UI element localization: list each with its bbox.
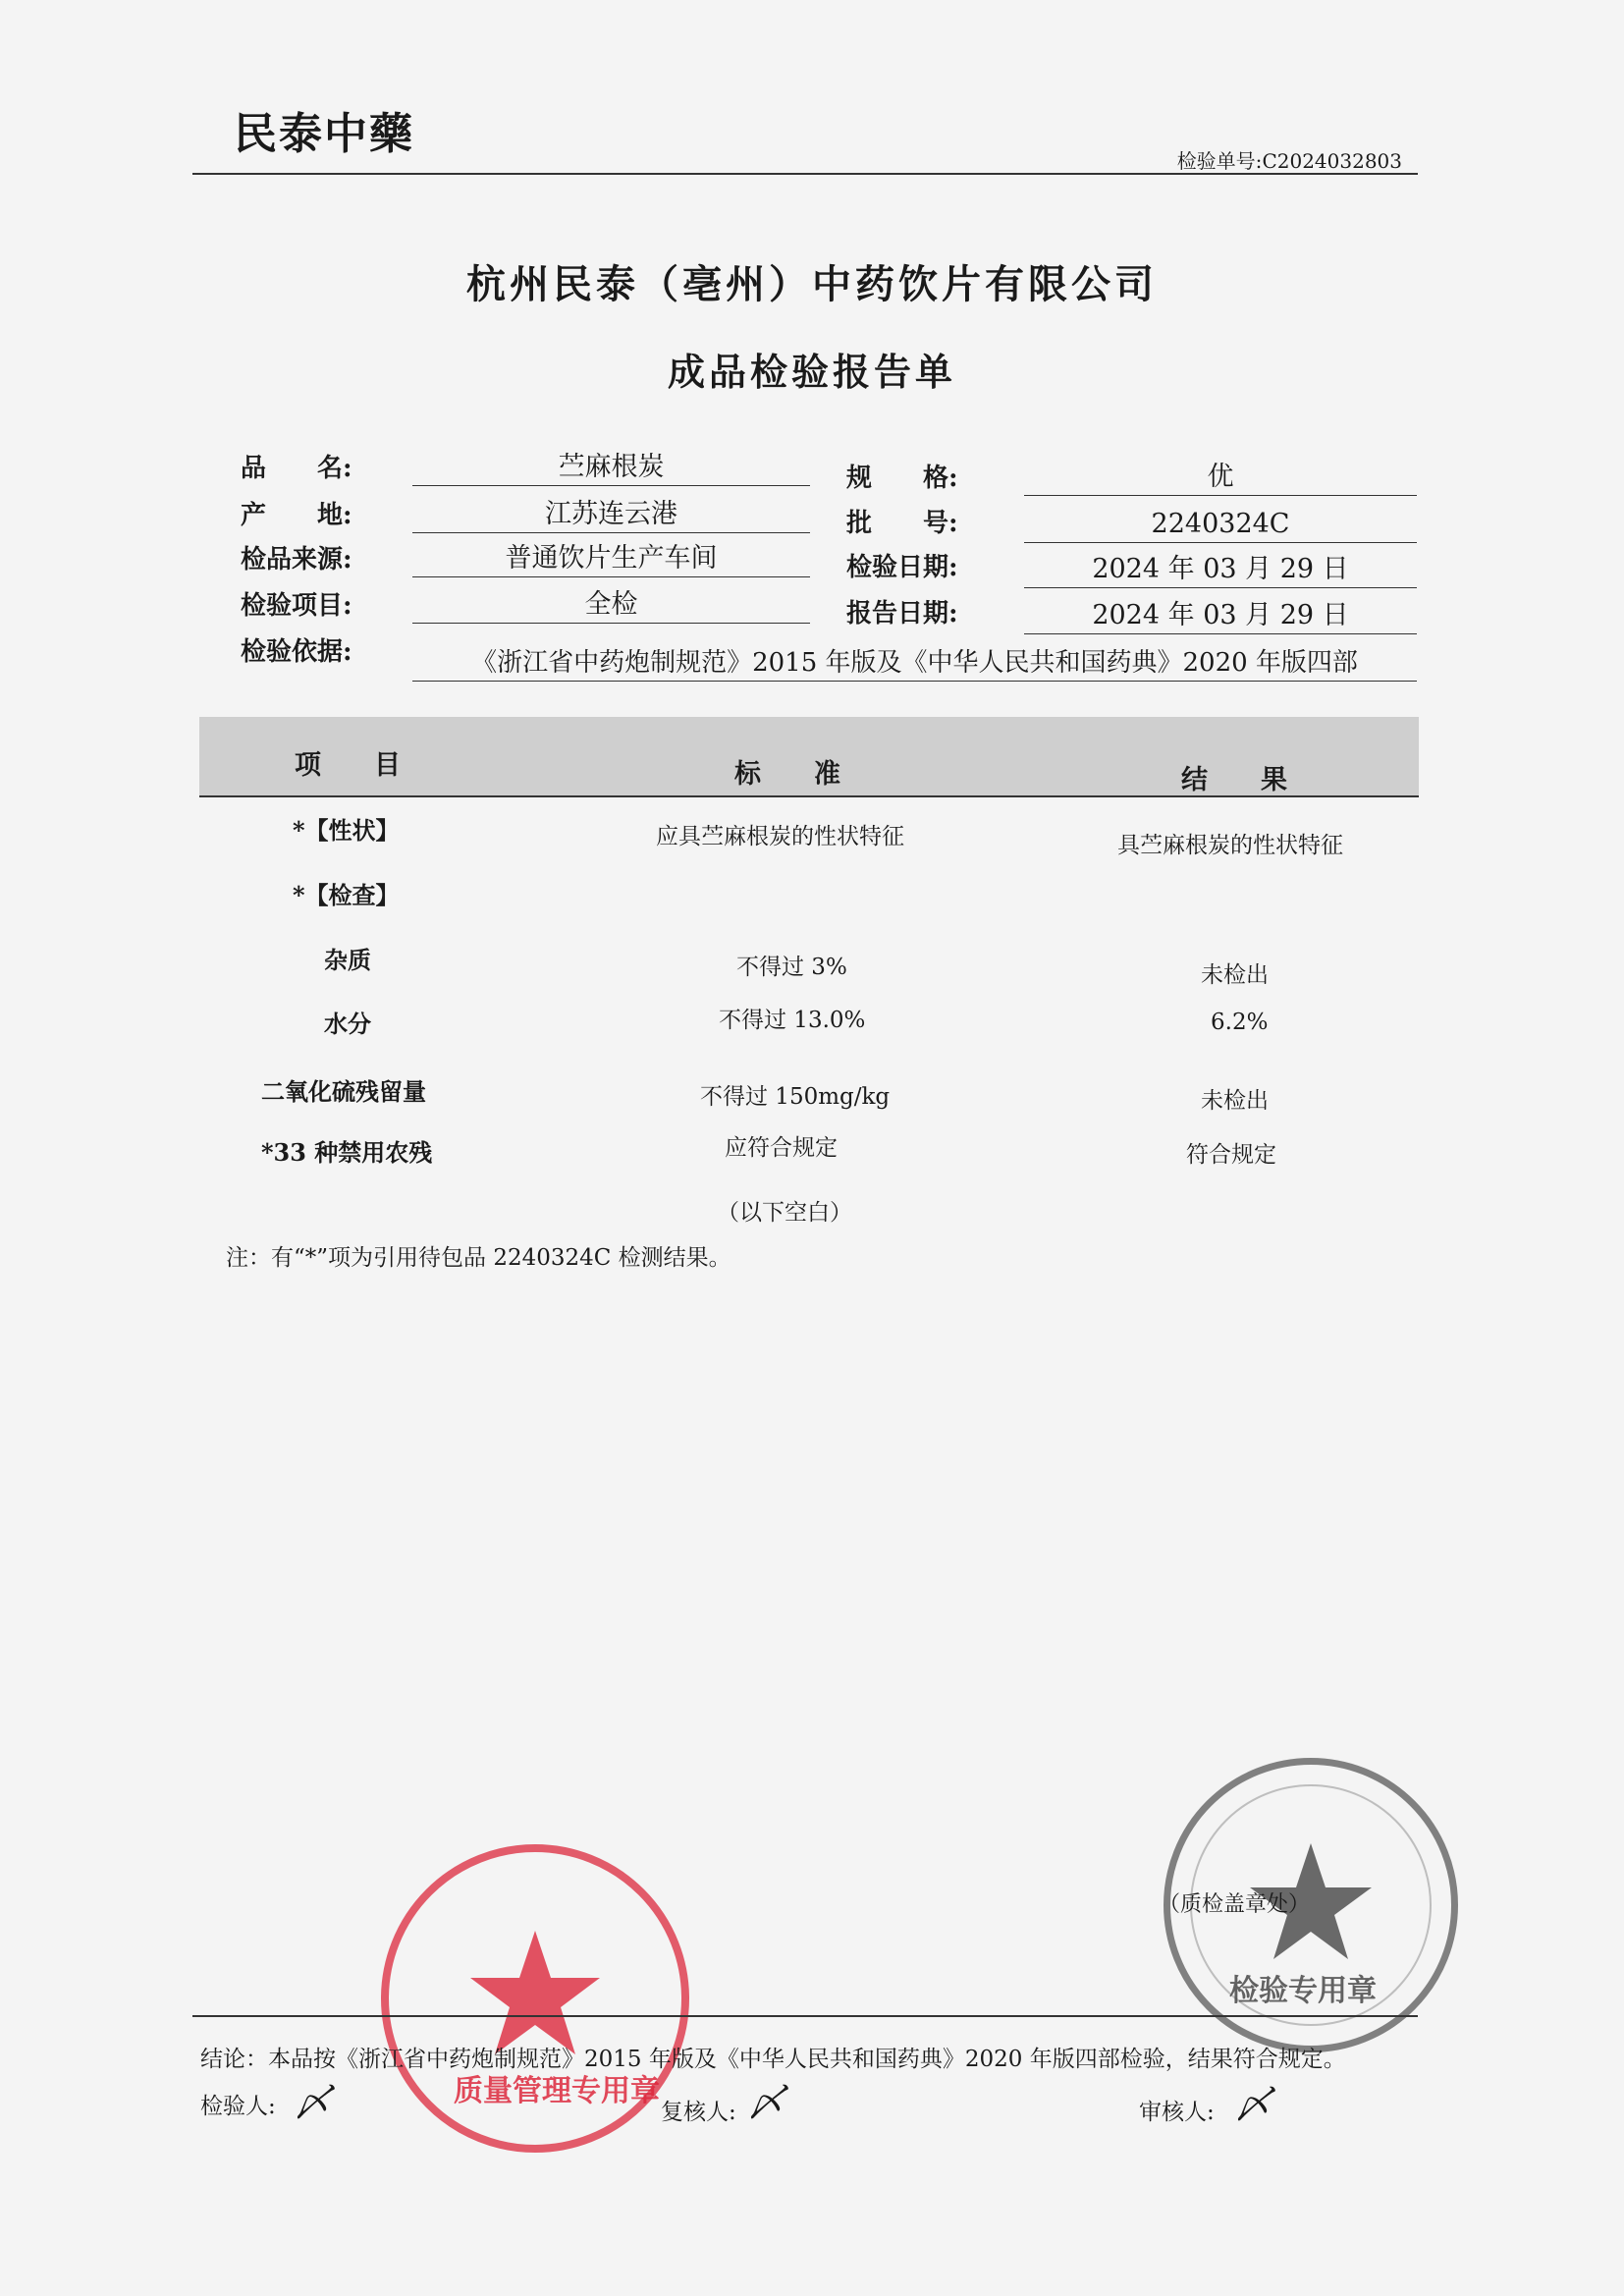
company-logo: 民泰中藥 bbox=[234, 109, 414, 159]
document-title: 成品检验报告单 bbox=[667, 350, 956, 394]
test-date-label: 检验日期: bbox=[846, 553, 958, 582]
table-row-standard: 应符合规定 bbox=[725, 1135, 838, 1161]
basis-value: 《浙江省中药炮制规范》2015 年版及《中华人民共和国药典》2020 年版四部 bbox=[412, 645, 1417, 682]
source-label: 检品来源: bbox=[241, 545, 352, 574]
conclusion: 结论：本品按《浙江省中药炮制规范》2015 年版及《中华人民共和国药典》2020 年版四部检验，结果符合规定。 bbox=[200, 2047, 1346, 2072]
report-number-value: C2024032803 bbox=[1262, 149, 1402, 173]
report-number-label: 检验单号: bbox=[1176, 149, 1263, 173]
approver-label: 审核人: bbox=[1139, 2100, 1215, 2125]
table-row-standard: 应具苎麻根炭的性状特征 bbox=[656, 824, 904, 849]
batch-value: 2240324C bbox=[1024, 507, 1417, 543]
table-row-result: 未检出 bbox=[1201, 1088, 1269, 1114]
table-row-standard: 不得过 150mg/kg bbox=[700, 1084, 891, 1110]
report-date-value: 2024 年 03 月 29 日 bbox=[1024, 598, 1417, 634]
origin-value: 江苏连云港 bbox=[412, 497, 810, 533]
table-row-item: 杂质 bbox=[324, 946, 371, 974]
table-row-result: 未检出 bbox=[1201, 962, 1269, 988]
test-item-label: 检验项目: bbox=[241, 591, 352, 621]
company-title: 杭州民泰（亳州）中药饮片有限公司 bbox=[466, 261, 1158, 307]
qc-seal-sub: 检验专用章 bbox=[1229, 1974, 1377, 2008]
column-header-item: 项 目 bbox=[295, 750, 401, 781]
table-row-result: 6.2% bbox=[1211, 1010, 1269, 1035]
column-header-result: 结 果 bbox=[1181, 765, 1287, 795]
test-date-value: 2024 年 03 月 29 日 bbox=[1024, 552, 1417, 588]
table-row-standard: 不得过 13.0% bbox=[719, 1008, 866, 1033]
column-header-standard: 标 准 bbox=[734, 759, 840, 790]
table-row-item: *【性状】 bbox=[293, 816, 400, 845]
table-row-result: 具苎麻根炭的性状特征 bbox=[1117, 833, 1343, 858]
table-row-item: *【检查】 bbox=[293, 881, 400, 909]
blank-below-note: （以下空白） bbox=[717, 1200, 852, 1226]
table-row-item: 水分 bbox=[324, 1010, 371, 1038]
approver-signature: 〆 bbox=[1233, 2083, 1272, 2128]
source-value: 普通饮片生产车间 bbox=[412, 541, 810, 577]
inspector-label: 检验人: bbox=[200, 2094, 276, 2119]
table-row-item: 二氧化硫残留量 bbox=[261, 1077, 426, 1106]
conclusion-divider bbox=[192, 2015, 1418, 2017]
table-row-result: 符合规定 bbox=[1186, 1142, 1276, 1168]
reviewer-label: 复核人: bbox=[661, 2100, 736, 2125]
batch-label: 批 号: bbox=[846, 509, 958, 538]
table-row-standard: 不得过 3% bbox=[736, 955, 847, 980]
red-seal-stamp bbox=[381, 1844, 689, 2153]
test-item-value: 全检 bbox=[412, 587, 810, 624]
header-divider bbox=[192, 173, 1418, 175]
qc-stamp-label: （质检盖章处） bbox=[1159, 1892, 1311, 1917]
table-row-item: *33 种禁用农残 bbox=[261, 1138, 433, 1167]
report-date-label: 报告日期: bbox=[846, 599, 958, 629]
red-seal-sub: 质量管理专用章 bbox=[454, 2074, 660, 2108]
report-number bbox=[1177, 145, 1402, 174]
basis-label: 检验依据: bbox=[241, 637, 352, 667]
inspector-signature: 〆 bbox=[293, 2081, 332, 2126]
product-name-value: 苎麻根炭 bbox=[412, 450, 810, 486]
spec-value: 优 bbox=[1024, 460, 1417, 496]
reviewer-signature: 〆 bbox=[746, 2081, 785, 2126]
origin-label: 产 地: bbox=[241, 501, 352, 530]
product-name-label: 品 名: bbox=[241, 454, 352, 483]
footnote: 注：有“*”项为引用待包品 2240324C 检测结果。 bbox=[226, 1245, 731, 1271]
spec-label: 规 格: bbox=[846, 464, 958, 493]
